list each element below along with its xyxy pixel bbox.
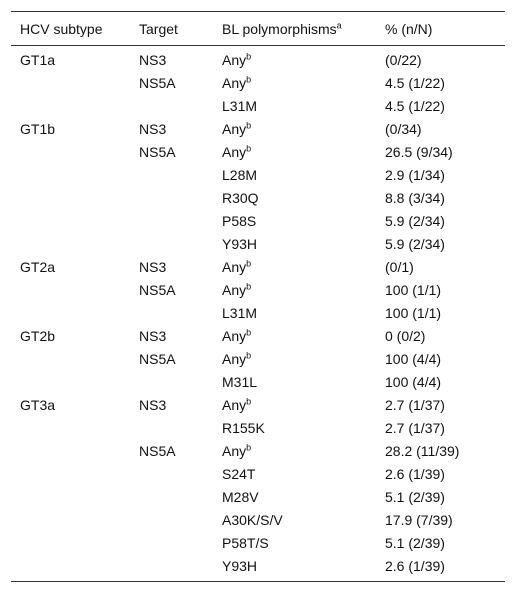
cell-polymorphism [213,302,376,325]
cell-polymorphism [213,555,376,582]
cell-percent: 100 (1/1) [385,305,442,321]
cell-target [130,417,213,440]
cell-polymorphism [213,72,376,95]
cell-target: NS3 [139,328,167,344]
cell-subtype [11,440,130,463]
polymorphism-label: L31M [222,305,258,321]
cell-target [130,555,213,582]
cell-percent: (0/22) [385,52,422,68]
polymorphism-label: L28M [222,167,258,183]
cell-target: NS5A [139,351,176,367]
cell-target [130,302,213,325]
polymorphism-footnote-mark: b [246,74,252,85]
cell-subtype: GT3a [20,397,56,413]
cell-target: NS5A [139,144,176,160]
table-row [11,325,505,348]
polymorphism-footnote-mark: b [246,281,252,292]
cell-target [130,233,213,256]
cell-target [130,532,213,555]
cell-target [130,95,213,118]
cell-subtype [11,187,130,210]
polymorphism-footnote-mark: b [246,396,252,407]
cell-polymorphism [213,279,376,302]
cell-subtype [11,233,130,256]
cell-polymorphism [213,141,376,164]
cell-percent: 100 (1/1) [385,282,442,298]
polymorphism-footnote-mark: b [246,258,252,269]
table-row [11,440,505,463]
table-row [11,256,505,279]
cell-percent: (0/1) [385,259,414,275]
polymorphism-footnote-mark: b [246,350,252,361]
cell-polymorphism [213,348,376,371]
cell-target [130,164,213,187]
table-row [11,72,505,95]
cell-polymorphism [213,256,376,279]
cell-subtype [11,509,130,532]
header-target: Target [130,12,213,46]
polymorphism-table [11,11,505,582]
cell-percent: 4.5 (1/22) [385,75,445,91]
cell-percent: 28.2 (11/39) [385,443,460,459]
cell-subtype [11,417,130,440]
polymorphism-label: P58S [222,213,257,229]
table-row [11,279,505,302]
table-row [11,118,505,141]
table-row [11,394,505,417]
cell-polymorphism [213,164,376,187]
polymorphism-label: Any [222,52,247,68]
cell-subtype [11,555,130,582]
table-row [11,233,505,256]
cell-target [130,187,213,210]
polymorphism-table-container [11,11,505,582]
table-header [11,12,505,46]
cell-target: NS3 [139,121,167,137]
cell-percent: 5.1 (2/39) [385,535,445,551]
polymorphism-label: Any [222,328,247,344]
table-row [11,509,505,532]
cell-polymorphism [213,46,376,73]
header-hcv-subtype: HCV subtype [11,12,130,46]
cell-subtype [11,279,130,302]
cell-target [130,486,213,509]
cell-subtype [11,486,130,509]
cell-target: NS5A [139,75,176,91]
table-row [11,555,505,582]
cell-percent: 2.6 (1/39) [376,555,505,582]
polymorphism-label: Any [222,121,247,137]
polymorphism-label: S24T [222,466,256,482]
cell-subtype [11,72,130,95]
cell-subtype [11,302,130,325]
cell-target: NS5A [139,282,176,298]
cell-subtype: GT2a [20,259,56,275]
cell-subtype: GT1b [20,121,56,137]
cell-polymorphism [213,509,376,532]
cell-target: NS3 [139,259,167,275]
table-row [11,371,505,394]
cell-target: NS5A [139,443,176,459]
table-row [11,210,505,233]
cell-target: NS3 [139,397,167,413]
cell-percent: 100 (4/4) [385,351,442,367]
cell-polymorphism [213,95,376,118]
cell-percent: 26.5 (9/34) [385,144,453,160]
polymorphism-label: A30K/S/V [222,512,283,528]
cell-percent: 8.8 (3/34) [385,190,445,206]
cell-polymorphism [213,187,376,210]
table-row [11,348,505,371]
cell-polymorphism [213,325,376,348]
cell-percent: 100 (4/4) [385,374,442,390]
header-bl-footnote-mark: a [336,19,342,30]
table-row [11,95,505,118]
cell-polymorphism [213,394,376,417]
table-row [11,486,505,509]
table-row [11,141,505,164]
table-row [11,164,505,187]
polymorphism-label: M28V [222,489,259,505]
cell-subtype: GT2b [20,328,56,344]
cell-percent: 2.6 (1/39) [385,466,445,482]
cell-polymorphism [213,210,376,233]
polymorphism-label: R30Q [222,190,259,206]
header-bl-label: BL polymorphisms [222,20,337,37]
cell-subtype [11,210,130,233]
polymorphism-label: L31M [222,98,258,114]
polymorphism-label: Any [222,259,247,275]
cell-percent: 5.9 (2/34) [385,236,445,252]
cell-target [130,371,213,394]
cell-percent: 2.9 (1/34) [385,167,445,183]
cell-subtype [11,532,130,555]
cell-polymorphism [213,532,376,555]
cell-subtype [11,141,130,164]
cell-polymorphism [213,417,376,440]
cell-subtype [11,463,130,486]
polymorphism-label: Any [222,282,247,298]
table-row [11,187,505,210]
cell-percent: 2.7 (1/37) [385,420,445,436]
cell-percent: 5.9 (2/34) [385,213,445,229]
cell-polymorphism [213,118,376,141]
table-row [11,463,505,486]
polymorphism-footnote-mark: b [246,442,252,453]
cell-subtype: GT1a [20,52,56,68]
cell-target [130,463,213,486]
table-row [11,532,505,555]
cell-target [130,210,213,233]
polymorphism-label: Any [222,351,247,367]
cell-polymorphism [213,371,376,394]
cell-polymorphism [213,440,376,463]
header-row [11,12,505,46]
header-bl-polymorphisms [213,12,376,46]
polymorphism-label: Any [222,144,247,160]
polymorphism-label: Y93H [222,558,258,574]
cell-polymorphism [213,233,376,256]
table-row [11,417,505,440]
polymorphism-label: Any [222,75,247,91]
cell-subtype [11,164,130,187]
cell-polymorphism [213,486,376,509]
polymorphism-label: P58T/S [222,535,269,551]
cell-polymorphism [213,463,376,486]
polymorphism-footnote-mark: b [246,143,252,154]
table-row [11,46,505,73]
cell-target: NS3 [139,52,167,68]
polymorphism-label: M31L [222,374,258,390]
cell-percent: 17.9 (7/39) [385,512,453,528]
cell-percent: 5.1 (2/39) [385,489,445,505]
polymorphism-footnote-mark: b [246,327,252,338]
cell-subtype [11,371,130,394]
cell-target [130,509,213,532]
header-percent: % (n/N) [376,12,505,46]
table-body [11,46,505,582]
table-row [11,302,505,325]
cell-percent: 0 (0/2) [385,328,426,344]
polymorphism-label: R155K [222,420,265,436]
polymorphism-label: Any [222,397,247,413]
polymorphism-label: Any [222,443,247,459]
polymorphism-footnote-mark: b [246,51,252,62]
cell-percent: 2.7 (1/37) [385,397,445,413]
cell-subtype [11,348,130,371]
cell-percent: (0/34) [385,121,422,137]
polymorphism-footnote-mark: b [246,120,252,131]
polymorphism-label: Y93H [222,236,258,252]
cell-subtype [11,95,130,118]
cell-percent: 4.5 (1/22) [385,98,445,114]
